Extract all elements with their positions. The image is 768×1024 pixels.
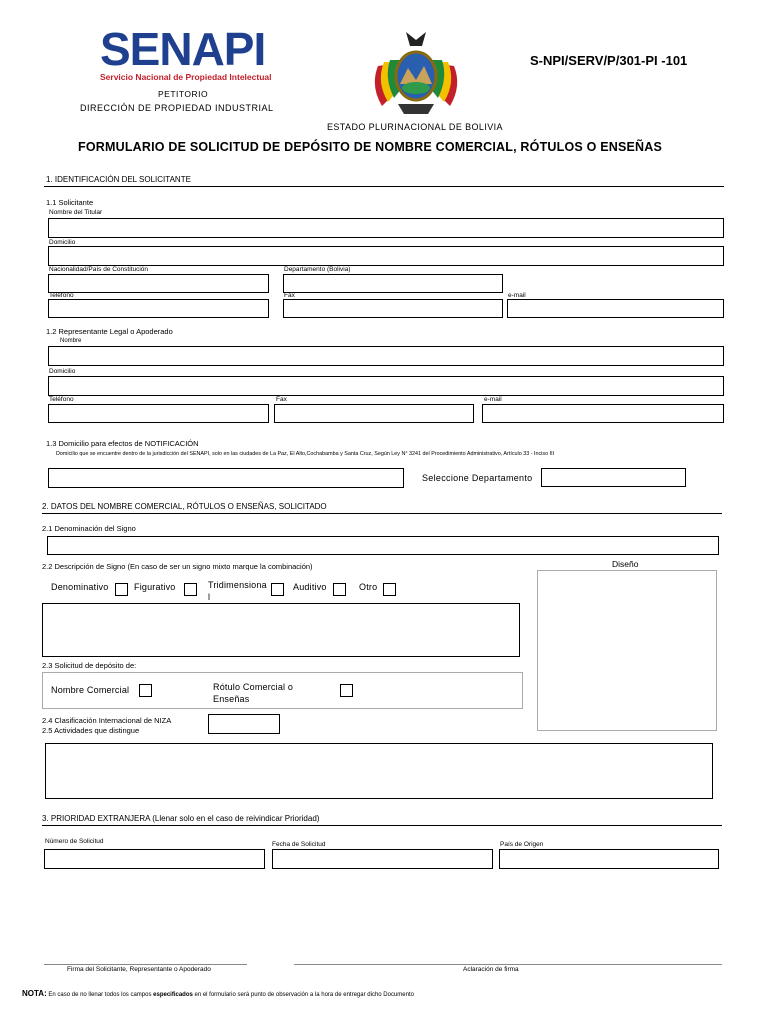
telefono-field[interactable] xyxy=(48,299,269,318)
section1-title: 1. IDENTIFICACIÓN DEL SOLICITANTE xyxy=(46,175,191,184)
nota-pre: En caso de no llenar todos los campos xyxy=(46,992,154,998)
petitorio: PETITORIO xyxy=(158,89,209,99)
denominacion-signo-field[interactable] xyxy=(47,536,719,555)
departamento-field[interactable] xyxy=(283,274,503,293)
aclaracion-label: Aclaración de firma xyxy=(463,966,519,973)
form-title: FORMULARIO DE SOLICITUD DE DEPÓSITO DE NOMBRE COMERCIAL, RÓTULOS O ENSEÑAS xyxy=(78,140,663,154)
sub-2-4: 2.4 Clasificación Internacional de NIZA xyxy=(42,716,172,725)
nota-label: NOTA: xyxy=(22,989,47,998)
section2-rule xyxy=(42,513,722,514)
checkbox-tridimensional[interactable] xyxy=(271,583,284,596)
estado: ESTADO PLURINACIONAL DE BOLIVIA xyxy=(327,122,503,132)
option-denominativo-label: Denominativo xyxy=(51,582,109,592)
label-email: e-mail xyxy=(508,292,526,299)
senapi-logo xyxy=(100,23,280,86)
option-tridimensional-label-2: l xyxy=(208,592,211,602)
label-pais-origen: País de Origen xyxy=(500,841,544,848)
email-field[interactable] xyxy=(507,299,724,318)
section3-title: 3. PRIORIDAD EXTRANJERA (Llenar solo en el caso de reivindicar Prioridad) xyxy=(42,814,320,823)
sub-1-2: 1.2 Representante Legal o Apoderado xyxy=(46,327,173,336)
aclaracion-line xyxy=(294,964,722,965)
label-departamento: Departamento (Bolivia) xyxy=(284,266,351,273)
fax-field[interactable] xyxy=(283,299,503,318)
checkbox-denominativo[interactable] xyxy=(115,583,128,596)
numero-solicitud-field[interactable] xyxy=(44,849,265,869)
label-nombre-titular: Nombre del Titular xyxy=(49,209,103,216)
notificacion-domicilio-field[interactable] xyxy=(48,468,404,488)
firma-line xyxy=(44,964,247,965)
option-otro-label: Otro xyxy=(359,582,378,592)
section3-rule xyxy=(42,825,722,826)
nota xyxy=(22,989,414,998)
label-fax: Fax xyxy=(284,292,295,299)
sub-1-1: 1.1 Solicitante xyxy=(46,198,94,207)
firma-label: Firma del Solicitante, Representante o Apoderado xyxy=(67,966,211,973)
nota-bold: especificados xyxy=(153,992,193,998)
checkbox-figurativo[interactable] xyxy=(184,583,197,596)
logo-subtitle: Servicio Nacional de Propiedad Intelectual xyxy=(100,72,272,82)
diseno-label: Diseño xyxy=(612,559,639,569)
actividades-field[interactable] xyxy=(45,743,713,799)
niza-field[interactable] xyxy=(208,714,280,734)
label-numero-solicitud: Número de Solicitud xyxy=(45,838,104,845)
seleccione-departamento-label: Seleccione Departamento xyxy=(422,473,533,483)
domicilio-field[interactable] xyxy=(48,246,724,266)
label-telefono: Teléfono xyxy=(49,292,74,299)
option-auditivo-label: Auditivo xyxy=(293,582,327,592)
checkbox-rotulo[interactable] xyxy=(340,684,353,697)
nacionalidad-field[interactable] xyxy=(48,274,269,293)
representante-email-field[interactable] xyxy=(482,404,724,423)
representante-fax-field[interactable] xyxy=(274,404,474,423)
direccion: DIRECCIÓN DE PROPIEDAD INDUSTRIAL xyxy=(80,103,274,113)
logo-text: SENAPI xyxy=(100,23,266,75)
sub-2-3: 2.3 Solicitud de depósito de: xyxy=(42,661,137,670)
label-fax2: Fax xyxy=(276,396,287,403)
sub-2-5: 2.5 Actividades que distingue xyxy=(42,726,140,735)
label-nacionalidad: Nacionalidad/País de Constitución xyxy=(49,266,149,273)
fecha-solicitud-field[interactable] xyxy=(272,849,493,869)
label-fecha-solicitud: Fecha de Solicitud xyxy=(272,841,326,848)
label-domicilio: Domicilio xyxy=(49,239,76,246)
descripcion-signo-field[interactable] xyxy=(42,603,520,657)
nota-post: en el formulario será punto de observación a la hora de entregar dicho Documento xyxy=(192,992,414,998)
form-code: S-NPI/SERV/P/301-PI -101 xyxy=(530,53,688,68)
section1-rule xyxy=(44,186,724,187)
pais-origen-field[interactable] xyxy=(499,849,719,869)
coat-of-arms-icon xyxy=(368,26,464,118)
rotulo-label-2: Enseñas xyxy=(213,694,250,704)
sub-2-2: 2.2 Descripción de Signo (En caso de ser un signo mixto marque la combinación) xyxy=(42,562,313,571)
sub-2-1: 2.1 Denominación del Signo xyxy=(42,524,136,533)
representante-nombre-field[interactable] xyxy=(48,346,724,366)
section2-title: 2. DATOS DEL NOMBRE COMERCIAL, RÓTULOS O ENSEÑAS, SOLICITADO xyxy=(42,502,327,511)
notificacion-note: Domicilio que se encuentre dentro de la jurisdicción del SENAPI, solo en las ciudades de La Paz, El Alto,Cochabamba y Santa Cruz, Según Ley N° 3241 del Procedimiento Administrativo, Artículo 33 - Inciso III xyxy=(56,451,555,457)
label-domicilio2: Domicilio xyxy=(49,368,76,375)
rotulo-label: Rótulo Comercial o xyxy=(213,682,294,692)
nombre-titular-field[interactable] xyxy=(48,218,724,238)
option-figurativo-label: Figurativo xyxy=(134,582,176,592)
sub-1-3: 1.3 Domicilio para efectos de NOTIFICACIÓN xyxy=(46,439,199,448)
checkbox-nombre-comercial[interactable] xyxy=(139,684,152,697)
nombre-comercial-label: Nombre Comercial xyxy=(51,685,130,695)
label-telefono2: Teléfono xyxy=(49,396,74,403)
representante-domicilio-field[interactable] xyxy=(48,376,724,396)
checkbox-auditivo[interactable] xyxy=(333,583,346,596)
checkbox-otro[interactable] xyxy=(383,583,396,596)
seleccione-departamento-select[interactable] xyxy=(541,468,686,487)
option-tridimensional-label: Tridimensiona xyxy=(208,580,267,590)
representante-telefono-field[interactable] xyxy=(48,404,269,423)
diseno-box[interactable] xyxy=(537,570,717,731)
label-email2: e-mail xyxy=(484,396,502,403)
label-nombre: Nombre xyxy=(60,338,82,344)
